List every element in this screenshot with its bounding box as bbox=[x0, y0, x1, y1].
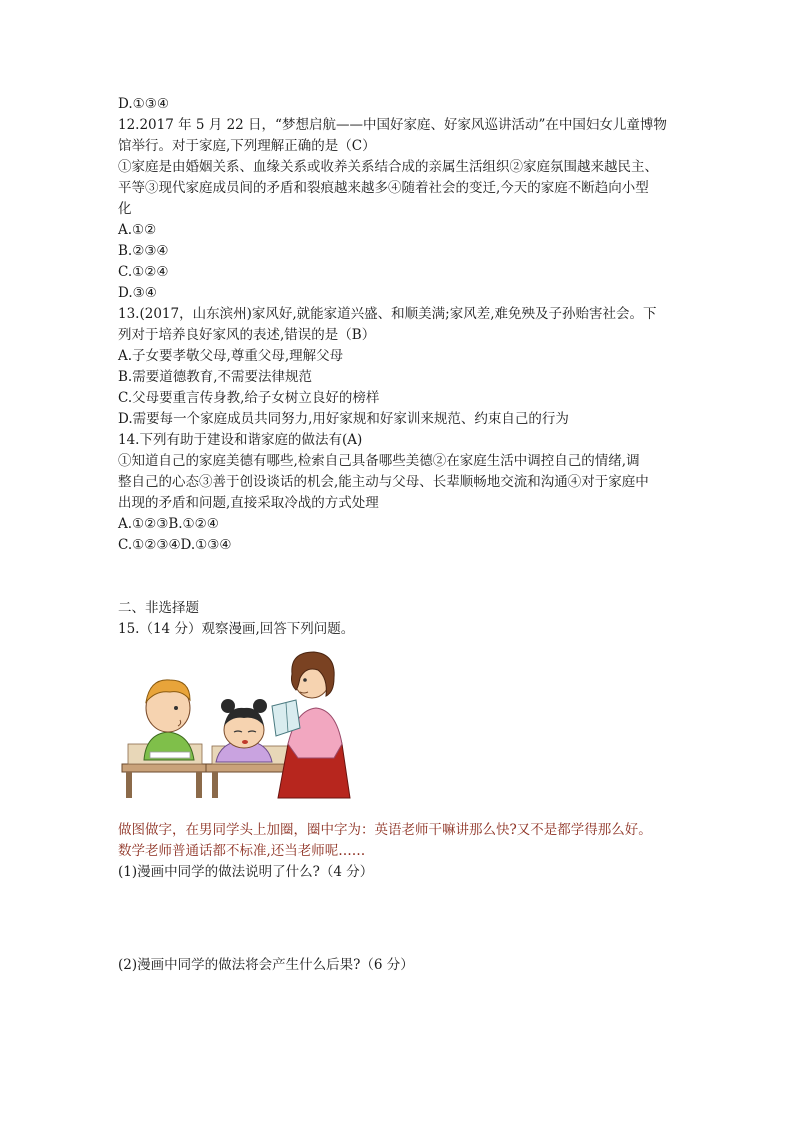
q15-subquestion-2: (2)漫画中同学的做法将会产生什么后果?（6 分） bbox=[118, 957, 414, 973]
q14-statement-line-1: ①知道自己的家庭美德有哪些,检索自己具备哪些美德②在家庭生活中调控自己的情绪,调 bbox=[118, 453, 640, 469]
q12-statement-line-3: 化 bbox=[118, 201, 132, 217]
q12-option-b: B.②③④ bbox=[118, 243, 169, 259]
section-title: 二、非选择题 bbox=[118, 600, 199, 616]
cartoon-svg bbox=[120, 648, 520, 802]
document-page bbox=[118, 94, 684, 976]
boy-student bbox=[144, 680, 194, 760]
q12-option-d: D.③④ bbox=[118, 285, 157, 301]
q13-option-d: D.需要每一个家庭成员共同努力,用好家规和好家训来规范、约束自己的行为 bbox=[118, 411, 569, 427]
q12-option-c: C.①②④ bbox=[118, 264, 169, 280]
section-non-choice bbox=[118, 598, 684, 976]
q12-statement-line-1: ①家庭是由婚姻关系、血缘关系或收养关系结合成的亲属生活组织②家庭氛围越来越民主、 bbox=[118, 159, 658, 175]
question-13 bbox=[118, 304, 684, 430]
q15-subquestion-1: (1)漫画中同学的做法说明了什么?（4 分） bbox=[118, 864, 374, 880]
teacher bbox=[272, 652, 350, 798]
q13-option-c: C.父母要重言传身教,给子女树立良好的榜样 bbox=[118, 390, 380, 406]
q12-stem-line-1: 12.2017 年 5 月 22 日，“梦想启航——中国好家庭、好家风巡讲活动”在中国妇女儿童博物 bbox=[118, 117, 667, 133]
q14-options-line-2: C.①②③④D.①③④ bbox=[118, 537, 232, 553]
q12-stem-line-2: 馆举行。对于家庭,下列理解正确的是（C） bbox=[118, 138, 376, 154]
girl-student bbox=[216, 699, 272, 762]
q13-option-a: A.子女要孝敬父母,尊重父母,理解父母 bbox=[118, 348, 344, 364]
q13-stem-line-2: 列对于培养良好家风的表述,错误的是（B） bbox=[118, 327, 376, 343]
q14-stem: 14.下列有助于建设和谐家庭的做法有(A) bbox=[118, 432, 363, 448]
q11-option-d: D.①③④ bbox=[118, 96, 169, 112]
question-12 bbox=[118, 115, 684, 304]
q12-option-a: A.①② bbox=[118, 222, 157, 238]
q12-statement-line-2: 平等③现代家庭成员间的矛盾和裂痕越来越多④随着社会的变迁,今天的家庭不断趋向小型 bbox=[118, 180, 649, 196]
q15-stem: 15.（14 分）观察漫画,回答下列问题。 bbox=[118, 621, 355, 637]
cartoon-illustration bbox=[120, 648, 520, 802]
q14-statement-line-3: 出现的矛盾和问题,直接采取冷战的方式处理 bbox=[118, 495, 379, 511]
q14-statement-line-2: 整自己的心态③善于创设谈话的机会,能主动与父母、长辈顺畅地交流和沟通④对于家庭中 bbox=[118, 474, 649, 490]
q14-options-line-1: A.①②③B.①②④ bbox=[118, 516, 219, 532]
cartoon-note-line-1: 做图做字，在男同学头上加圈，圈中字为：英语老师干嘛讲那么快?又不是都学得那么好。 bbox=[118, 822, 652, 838]
q13-stem-line-1: 13.(2017，山东滨州)家风好,就能家道兴盛、和顺美满;家风差,难免殃及子孙贻害社会。下 bbox=[118, 306, 657, 322]
q13-option-b: B.需要道德教育,不需要法律规范 bbox=[118, 369, 313, 385]
question-14 bbox=[118, 430, 684, 556]
answer-space-1[interactable] bbox=[118, 883, 684, 955]
cartoon-note-line-2: 数学老师普通话都不标准,还当老师呢…… bbox=[118, 843, 366, 859]
